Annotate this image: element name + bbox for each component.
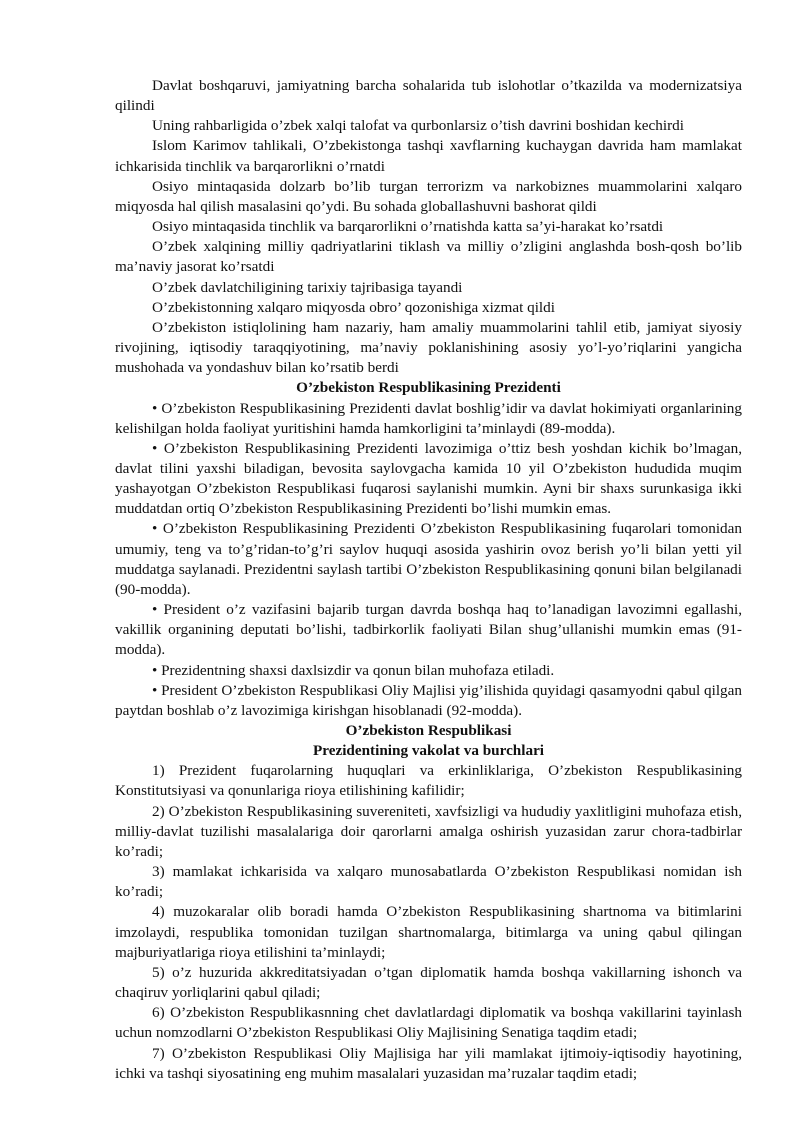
numbered-paragraph: 4) muzokaralar olib boradi hamda O’zbekiston Respublikasining shartnoma va bitimlarini imzolaydi, respublika tomonidan tuzilgan shartnomalarga, bitimlarga va uning qabul qilingan majburiyatlariga rioya etilishini ta’minlaydi; bbox=[115, 903, 742, 961]
numbered-paragraph: 6) O’zbekiston Respublikasnning chet davlatlardagi diplomatik va boshqa vakillarini tayinlash uchun nomzodlarni O’zbekiston Respublikasi Oliy Majlisining Senatiga taqdim etadi; bbox=[115, 1004, 742, 1042]
bullet-paragraph: • O’zbekiston Respublikasining Prezidenti O’zbekiston Respublikasining fuqarolari tomonidan umumiy, teng va to’g’ridan-to’g’ri saylov huquqi asosida yashirin ovoz berish yo’li bilan yetti yil muddatga saylanadi. Prezidentni saylash tartibi O’zbekiston Respublikasining qonuni bilan belgilanadi (90-modda). bbox=[115, 520, 742, 598]
bullet-paragraph: • Prezidentning shaxsi daxlsizdir va qonun bilan muhofaza etiladi. bbox=[152, 661, 555, 679]
bullet-paragraph: • O’zbekiston Respublikasining Prezidenti lavozimiga o’ttiz besh yoshdan kichik bo’lmagan, davlat tilini yaxshi biladigan, bevosita saylovgacha kamida 10 yil O’zbekiston hududida muqim yashayotgan O’zbekiston Respublikasi fuqarosi saylanishi mumkin. Ayni bir shaxs surunkasiga ikki muddatdan ortiq O’zbekiston Respublikasining Prezidenti bo’lishi mumkin emas. bbox=[115, 439, 742, 518]
numbered-paragraph: 7) O’zbekiston Respublikasi Oliy Majlisiga har yili mamlakat ijtimoiy-iqtisodiy hayotining, ichki va tashqi siyosatining eng muhim masalalari yuzasidan ma’ruzalar taqdim etadi; bbox=[115, 1044, 742, 1082]
section-heading-powers-line2: Prezidentining vakolat va burchlari bbox=[312, 742, 545, 760]
section-heading-powers-line1: O’zbekiston Respublikasi bbox=[345, 722, 512, 739]
section-heading-president: O’zbekiston Respublikasining Prezidenti bbox=[296, 379, 561, 397]
numbered-paragraph: 2) O’zbekiston Respublikasining suvereniteti, xavfsizligi va hududiy yaxlitligini muhofaza etish, milliy-davlat tuzilishi masalalariga doir qarorlarni amalga oshirish yuzasidan zarur chora-tadbirlar ko’radi; bbox=[115, 802, 742, 860]
intro-paragraph: Osiyo mintaqasida tinchlik va barqarorlikni o’rnatishda katta sa’yi-harakat ko’rsatdi bbox=[152, 218, 664, 236]
intro-paragraph: Uning rahbarligida o’zbek xalqi talofat va qurbonlarsiz o’tish davrini boshidan kechirdi bbox=[152, 117, 684, 135]
intro-paragraph: Osiyo mintaqasida dolzarb bo’lib turgan terrorizm va narkobiznes muammolarini xalqaro miqyosda hal qilish masalasini qo’ydi. Bu sohada globallashuvni bashorat qildi bbox=[115, 177, 742, 215]
intro-paragraph: O’zbekiston istiqlolining ham nazariy, ham amaliy muammolarini tahlil etib, jamiyat siyosiy rivojining, iqtisodiy taraqqiyotining, ma’naviy poklanishining asosiy yo’l-yo’riqlarini yangicha mushohada va yondashuv bilan ko’rsatib berdi bbox=[115, 318, 742, 377]
numbered-paragraph: 1) Prezident fuqarolarning huquqlari va erkinliklariga, O’zbekiston Respublikasining Konstitutsiyasi va qonunlariga rioya etilishining kafilidir; bbox=[115, 762, 742, 800]
bullet-paragraph: • President o’z vazifasini bajarib turgan davrda boshqa haq to’lanadigan lavozimni egallashi, vakillik organining deputati bo’lishi, tadbirkorlik faoliyati Bilan shug’ullanishi mumkin emas (91-modda). bbox=[115, 601, 742, 659]
numbered-paragraph: 5) o’z huzurida akkreditatsiyadan o’tgan diplomatik hamda boshqa vakillarning ishonch va chaqiruv yorliqlarini qabul qiladi; bbox=[115, 963, 742, 1002]
intro-paragraph: Davlat boshqaruvi, jamiyatning barcha sohalarida tub islohotlar o’tkazilda va modernizatsiya qilindi bbox=[115, 77, 742, 115]
bullet-paragraph: • President O’zbekiston Respublikasi Oliy Majlisi yig’ilishida quyidagi qasamyodni qabul qilgan paytdan boshlab o’z lavozimiga kirishgan hisoblanadi (92-modda). bbox=[115, 681, 742, 719]
intro-paragraph: O’zbek davlatchiligining tarixiy tajribasiga tayandi bbox=[152, 278, 463, 296]
document-page bbox=[115, 76, 742, 1084]
bullet-paragraph: • O’zbekiston Respublikasining Prezidenti davlat boshlig’idir va davlat hokimiyati organlarining kelishilgan holda faoliyat yuritishini hamda hamkorligini ta’minlaydi (89-modda). bbox=[115, 399, 742, 437]
intro-paragraph: O’zbekistonning xalqaro miqyosda obro’ qozonishiga xizmat qildi bbox=[152, 298, 555, 316]
intro-paragraph: O’zbek xalqining milliy qadriyatlarini tiklash va milliy o’zligini anglashda bosh-qosh bo’lib ma’naviy jasorat ko’rsatdi bbox=[115, 238, 742, 276]
intro-paragraph: Islom Karimov tahlikali, O’zbekistonga tashqi xavflarning kuchaygan davrida ham mamlakat ichkarisida tinchlik va barqarorlikni o’rnatdi bbox=[115, 137, 742, 175]
numbered-paragraph: 3) mamlakat ichkarisida va xalqaro munosabatlarda O’zbekiston Respublikasi nomidan ish ko’radi; bbox=[115, 863, 742, 901]
